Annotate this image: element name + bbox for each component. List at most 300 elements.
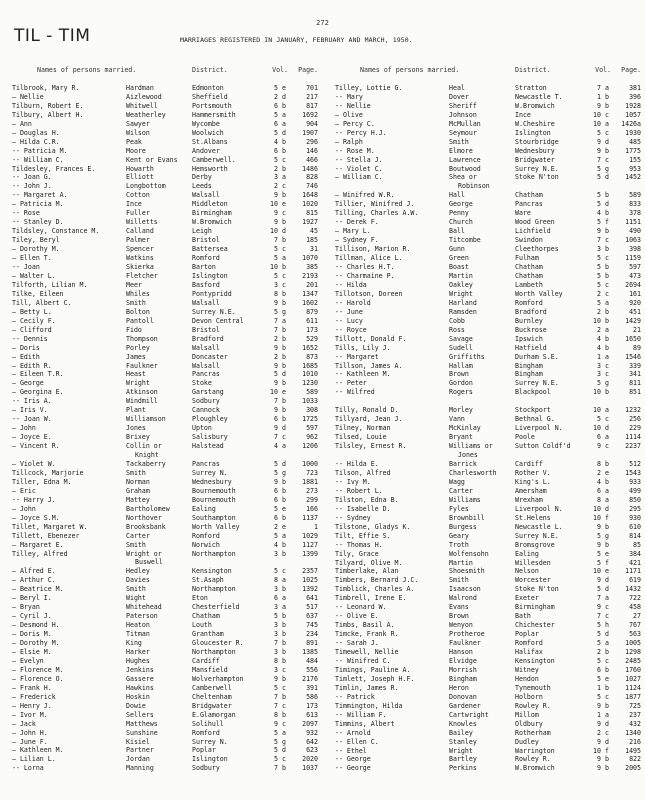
entry-page: 161 bbox=[629, 289, 641, 298]
entry-volume bbox=[587, 755, 615, 764]
entry-volume-letter: d bbox=[605, 737, 609, 746]
entry-district: Bath bbox=[515, 612, 531, 621]
entry-page: 21 bbox=[633, 325, 641, 334]
entry-volume-number: 9 bbox=[274, 191, 278, 200]
entry-name: — Cyril J. bbox=[12, 612, 52, 621]
entry-volume-letter: e bbox=[605, 674, 609, 683]
entry-spouse-surname: Boast bbox=[449, 263, 469, 272]
entry-spouse-surname: Isaacson bbox=[449, 585, 481, 594]
entry-row bbox=[335, 156, 645, 165]
entry-district: E.Glamorgan bbox=[192, 710, 236, 719]
entry-volume bbox=[264, 93, 292, 102]
entry-district: Pancras bbox=[192, 370, 220, 379]
entry-volume-letter: a bbox=[605, 325, 609, 334]
entry-spouse-surname: Hanson bbox=[449, 648, 473, 657]
entry-page: 920 bbox=[629, 298, 641, 307]
entry-name: Tilbrook, Mary R. bbox=[12, 83, 80, 92]
entry-volume bbox=[587, 424, 615, 433]
entry-volume-letter: b bbox=[605, 146, 609, 155]
entry-volume-letter: c bbox=[605, 155, 609, 164]
entry-district: Mansfield bbox=[192, 665, 228, 674]
entry-volume bbox=[587, 379, 615, 388]
entry-spouse-surname: Fletcher bbox=[126, 271, 158, 280]
entry-volume-letter: e bbox=[605, 567, 609, 576]
entry-name: — Joyce S.M. bbox=[12, 513, 60, 522]
entry-volume bbox=[264, 227, 292, 236]
entry-name: Timmins, Albert bbox=[335, 719, 395, 728]
entry-row bbox=[12, 290, 322, 299]
entry-name: -- Winifred C. bbox=[335, 657, 391, 665]
entry-volume-number: 6 bbox=[274, 486, 278, 495]
entry-spouse-surname: Hawkins bbox=[126, 683, 154, 692]
entry-volume-letter: g bbox=[605, 164, 609, 173]
entry-volume-letter: d bbox=[605, 504, 609, 513]
entry-district: Solihull bbox=[192, 719, 224, 728]
entry-row bbox=[12, 693, 322, 702]
entry-spouse-surname: Sawyer bbox=[126, 119, 150, 128]
entry-spouse-surname: Ince bbox=[126, 200, 142, 209]
entry-page: 1652 bbox=[302, 343, 318, 352]
entry-volume-number: 6 bbox=[274, 594, 278, 603]
entry-row bbox=[335, 227, 645, 236]
entry-name: -- George bbox=[335, 755, 371, 764]
entry-name: — Georgina E. bbox=[12, 388, 64, 397]
entry-page: 1206 bbox=[302, 442, 318, 451]
header-vol: Vol. bbox=[595, 66, 611, 74]
entry-name: Tilney, Norman bbox=[335, 424, 391, 433]
entry-volume-letter: b bbox=[282, 146, 286, 155]
entry-volume-letter: b bbox=[282, 289, 286, 298]
entry-name: — Sydney F. bbox=[335, 236, 379, 245]
entry-district: Burnley bbox=[515, 316, 543, 325]
entry-district: W.Bromwich bbox=[515, 101, 555, 110]
entry-row bbox=[335, 344, 645, 353]
entry-volume-number: 4 bbox=[274, 137, 278, 146]
entry-volume-letter: b bbox=[282, 137, 286, 146]
entry-spouse-surname-line2: Robinson bbox=[458, 182, 490, 191]
entry-volume-number: 7 bbox=[274, 692, 278, 701]
entry-page: 308 bbox=[306, 406, 318, 415]
entry-volume-letter: a bbox=[605, 486, 609, 495]
entry-volume-number: 2 bbox=[274, 164, 278, 173]
entry-volume bbox=[264, 666, 292, 675]
entry-district: Bournemouth bbox=[192, 495, 236, 504]
entry-volume bbox=[587, 567, 615, 576]
entry-volume-letter: e bbox=[282, 388, 286, 397]
entry-spouse-surname: Heast bbox=[126, 370, 146, 379]
entry-name: -- Leonard W. bbox=[335, 603, 387, 612]
entry-page: 1877 bbox=[625, 692, 641, 701]
entry-volume-letter: b bbox=[605, 540, 609, 549]
entry-row bbox=[12, 576, 322, 585]
entry-volume bbox=[264, 684, 292, 693]
entry-page: 421 bbox=[629, 558, 641, 567]
entry-volume-letter: b bbox=[282, 549, 286, 558]
entry-district: Birmingham bbox=[515, 603, 555, 612]
entry-volume bbox=[587, 227, 615, 236]
entry-spouse-surname: Smith bbox=[126, 585, 146, 594]
entry-page: 432 bbox=[629, 719, 641, 728]
entry-volume-letter: b bbox=[282, 540, 286, 549]
entry-spouse-surname: Graham bbox=[126, 486, 150, 495]
entry-page: 173 bbox=[306, 701, 318, 710]
entry-row bbox=[335, 353, 645, 362]
entry-row bbox=[12, 173, 322, 182]
entry-spouse-surname: Paterson bbox=[126, 612, 158, 621]
entry-page: 1486 bbox=[302, 164, 318, 173]
entry-row bbox=[12, 379, 322, 388]
entry-volume-number: 5 bbox=[274, 746, 278, 755]
entry-page: 1171 bbox=[625, 567, 641, 576]
entry-volume-letter: a bbox=[605, 495, 609, 504]
entry-name: Tillman, Alice L. bbox=[335, 254, 403, 263]
entry-page: 299 bbox=[306, 495, 318, 504]
entry-volume bbox=[264, 209, 292, 218]
entry-volume bbox=[587, 344, 615, 353]
entry-volume-number: 5 bbox=[597, 621, 601, 630]
entry-district: Rother V. bbox=[515, 468, 551, 477]
entry-spouse-surname: Perkins bbox=[449, 764, 477, 773]
entry-spouse-surname: Sunshine bbox=[126, 728, 158, 737]
entry-volume-letter: b bbox=[605, 92, 609, 101]
entry-volume-number: 2 bbox=[274, 522, 278, 531]
entry-volume-number: 7 bbox=[274, 325, 278, 334]
entry-name: — Frederick bbox=[12, 692, 56, 701]
entry-name: Tills, Lily J. bbox=[335, 343, 391, 352]
entry-volume-letter: c bbox=[282, 755, 286, 764]
entry-row bbox=[12, 424, 322, 433]
entry-spouse-surname: Fuller bbox=[126, 209, 150, 218]
entry-volume bbox=[264, 362, 292, 371]
entry-volume-number: 5 bbox=[274, 83, 278, 92]
entry-district: Doncaster bbox=[192, 352, 228, 361]
entry-name: -- William C. bbox=[12, 155, 64, 164]
entry-volume-letter: b bbox=[605, 209, 609, 218]
entry-district: Romford bbox=[192, 531, 220, 540]
entry-spouse-surname: Geary bbox=[449, 531, 469, 540]
entry-volume-letter: c bbox=[605, 236, 609, 245]
entry-spouse-surname: Wolfensohn bbox=[449, 549, 489, 558]
entry-spouse-surname: Johnson bbox=[449, 110, 477, 119]
entry-district: Stratton bbox=[515, 83, 547, 92]
entry-district: Wednesbury bbox=[192, 477, 232, 486]
entry-volume-number: 2 bbox=[274, 352, 278, 361]
entry-volume bbox=[587, 514, 615, 523]
entry-page: 891 bbox=[306, 639, 318, 648]
entry-page: 611 bbox=[306, 316, 318, 325]
entry-spouse-surname: Pantoll bbox=[126, 316, 154, 325]
entry-volume-letter: b bbox=[282, 639, 286, 648]
entry-volume-letter: b bbox=[282, 352, 286, 361]
entry-page: 166 bbox=[306, 504, 318, 513]
entry-name: Tiller, Edna M. bbox=[12, 477, 72, 486]
entry-district: Halstead bbox=[192, 442, 224, 451]
entry-volume-number: 5 bbox=[274, 370, 278, 379]
entry-district: Poplar bbox=[192, 746, 216, 755]
entry-volume-number: 9 bbox=[597, 227, 601, 236]
entry-name: -- Ellen C. bbox=[335, 737, 379, 746]
entry-page: 2357 bbox=[302, 567, 318, 576]
entry-spouse-surname: Martin bbox=[449, 558, 473, 567]
entry-spouse-surname: Cobb bbox=[449, 316, 465, 325]
entry-row bbox=[12, 254, 322, 263]
entry-row bbox=[12, 711, 322, 720]
entry-page: 273 bbox=[306, 486, 318, 495]
entry-spouse-surname-line2: Jones bbox=[458, 451, 478, 460]
entry-page: 723 bbox=[306, 468, 318, 477]
entry-volume bbox=[264, 567, 292, 576]
entry-spouse-surname: Gunn bbox=[449, 245, 465, 254]
entry-spouse-surname: Evans bbox=[449, 603, 469, 612]
entry-district: St.Asaph bbox=[192, 576, 224, 585]
entry-name: Tilly, Ronald D. bbox=[335, 406, 399, 415]
entry-volume bbox=[587, 93, 615, 102]
entry-district: Bristol bbox=[192, 325, 220, 334]
entry-name: — Ivor M. bbox=[12, 710, 48, 719]
entry-page: 296 bbox=[306, 137, 318, 146]
entry-volume-number: 9 bbox=[597, 764, 601, 773]
entry-volume-letter: a bbox=[605, 352, 609, 361]
entry-row bbox=[12, 182, 322, 191]
entry-district: Durham S.E. bbox=[515, 352, 559, 361]
entry-volume-number: 5 bbox=[597, 200, 601, 209]
entry-name: — Violet W. bbox=[12, 459, 56, 468]
entry-spouse-surname: Faulkner bbox=[449, 639, 481, 648]
entry-volume-number: 10 bbox=[593, 119, 601, 128]
entry-spouse-surname: Hallam bbox=[449, 361, 473, 370]
entry-spouse-surname: Williamson bbox=[126, 415, 166, 424]
entry-district: Surrey N.E. bbox=[515, 379, 559, 388]
entry-volume-letter: b bbox=[605, 101, 609, 110]
entry-volume bbox=[264, 272, 292, 281]
entry-page: 398 bbox=[629, 245, 641, 254]
header-names: Names of persons married. bbox=[37, 66, 137, 74]
entry-volume bbox=[264, 460, 292, 469]
entry-name: -- Iris A. bbox=[12, 397, 52, 406]
entry-name: Timmington, Hilda bbox=[335, 701, 403, 710]
entry-page: 1027 bbox=[625, 674, 641, 683]
entry-volume-letter: c bbox=[605, 728, 609, 737]
entry-row bbox=[335, 764, 645, 773]
entry-volume-number: 7 bbox=[274, 433, 278, 442]
entry-volume bbox=[264, 388, 292, 397]
entry-page: 930 bbox=[629, 513, 641, 522]
entry-page: 391 bbox=[306, 683, 318, 692]
entry-row bbox=[335, 299, 645, 308]
entry-volume bbox=[264, 308, 292, 317]
entry-volume bbox=[587, 729, 615, 738]
entry-volume-letter: c bbox=[282, 155, 286, 164]
entry-district: King's L. bbox=[515, 477, 551, 486]
entry-volume bbox=[264, 514, 292, 523]
entry-volume bbox=[264, 218, 292, 227]
entry-spouse-surname: McKinlay bbox=[449, 424, 481, 433]
entry-volume bbox=[264, 290, 292, 299]
entry-name: -- Thomas H. bbox=[335, 540, 383, 549]
entry-name: Tilke, Eileen bbox=[12, 289, 64, 298]
entry-volume bbox=[587, 532, 615, 541]
entry-volume-letter: g bbox=[605, 379, 609, 388]
entry-row bbox=[335, 362, 645, 371]
entry-name: -- Lorna bbox=[12, 764, 44, 773]
entry-spouse-surname: Porley bbox=[126, 343, 150, 352]
entry-row bbox=[335, 281, 645, 290]
entry-page: 641 bbox=[306, 594, 318, 603]
entry-volume bbox=[587, 102, 615, 111]
entry-volume-letter: a bbox=[605, 710, 609, 719]
entry-volume bbox=[264, 111, 292, 120]
entry-volume-letter: e bbox=[282, 522, 286, 531]
entry-volume bbox=[587, 693, 615, 702]
entry-spouse-surname: Atkinson bbox=[126, 388, 158, 397]
entry-volume-number: 9 bbox=[274, 674, 278, 683]
entry-spouse-surname-line1: Shea or bbox=[449, 173, 477, 182]
entry-name: -- Harry J. bbox=[12, 495, 56, 504]
entry-volume bbox=[264, 746, 292, 755]
entry-volume-number: 9 bbox=[597, 737, 601, 746]
entry-row bbox=[335, 505, 645, 514]
entry-row bbox=[12, 156, 322, 165]
entry-volume-letter: a bbox=[282, 603, 286, 612]
entry-row bbox=[12, 308, 322, 317]
entry-volume bbox=[587, 209, 615, 218]
entry-district: Stourbridge bbox=[515, 137, 559, 146]
entry-volume-number: 10 bbox=[593, 316, 601, 325]
entry-spouse-surname: Davies bbox=[126, 576, 150, 585]
entry-volume-letter: e bbox=[282, 83, 286, 92]
entry-volume-number: 10 bbox=[593, 746, 601, 755]
entry-name: — Henry J. bbox=[12, 701, 52, 710]
entry-name: -- Arnold bbox=[335, 728, 371, 737]
entry-page: 1 bbox=[314, 522, 318, 531]
entry-spouse-surname: Donovan bbox=[449, 692, 477, 701]
entry-district: Blackpool bbox=[515, 388, 551, 397]
entry-volume-number: 5 bbox=[597, 674, 601, 683]
entry-volume-number: 3 bbox=[274, 173, 278, 182]
header-district: District. bbox=[515, 66, 551, 74]
entry-spouse-surname: Smith bbox=[126, 540, 146, 549]
entry-row bbox=[12, 344, 322, 353]
entry-page: 814 bbox=[629, 531, 641, 540]
entry-spouse-surname: Wright bbox=[449, 289, 473, 298]
entry-volume bbox=[264, 299, 292, 308]
entry-row bbox=[12, 281, 322, 290]
entry-district: Birmingham bbox=[192, 209, 232, 218]
entry-district: Hemsworth bbox=[192, 164, 228, 173]
entry-volume-letter: a bbox=[605, 83, 609, 92]
entries-list bbox=[12, 84, 322, 773]
entry-volume-number: 3 bbox=[274, 549, 278, 558]
entry-row bbox=[335, 621, 645, 630]
entry-district: Exeter bbox=[515, 594, 539, 603]
entry-name: Tilforth, Lilian M. bbox=[12, 280, 88, 289]
entry-spouse-surname: Matthews bbox=[126, 719, 158, 728]
entry-district: Camberwell bbox=[192, 683, 232, 692]
entry-name: Tilston, Edna B. bbox=[335, 495, 399, 504]
entry-volume bbox=[587, 469, 615, 478]
entry-page: 1775 bbox=[625, 146, 641, 155]
entry-name: Timbers, Bernard J.C. bbox=[335, 576, 419, 585]
entry-volume bbox=[587, 764, 615, 773]
entry-district: Newcastle T. bbox=[515, 92, 563, 101]
entry-row bbox=[12, 487, 322, 496]
entry-volume-number: 5 bbox=[597, 263, 601, 272]
entry-district: Bristol bbox=[192, 236, 220, 245]
entry-name: — Eric bbox=[12, 486, 36, 495]
entry-spouse-surname: Oakley bbox=[449, 280, 473, 289]
entry-name: — Bryan bbox=[12, 603, 40, 612]
entry-name: — Doris bbox=[12, 343, 40, 352]
entry-page: 1392 bbox=[302, 585, 318, 594]
entry-spouse-surname: Jones bbox=[126, 424, 146, 433]
entry-district: Lambeth bbox=[515, 280, 543, 289]
entry-volume-letter: b bbox=[605, 388, 609, 397]
entry-row bbox=[335, 523, 645, 532]
entry-volume-number: 3 bbox=[274, 630, 278, 639]
entry-row bbox=[335, 559, 645, 568]
entry-volume-letter: a bbox=[605, 298, 609, 307]
entry-volume-number: 10 bbox=[270, 200, 278, 209]
entry-page: 185 bbox=[306, 236, 318, 245]
entry-volume bbox=[587, 147, 615, 156]
entry-district: Chesterfield bbox=[192, 603, 240, 612]
entry-name: -- Lucy bbox=[335, 316, 363, 325]
entry-volume-number: 5 bbox=[274, 531, 278, 540]
entry-spouse-surname: Harland bbox=[449, 298, 477, 307]
entry-volume bbox=[264, 379, 292, 388]
entry-volume-number: 5 bbox=[274, 155, 278, 164]
entry-volume bbox=[264, 612, 292, 621]
entry-page: 597 bbox=[629, 263, 641, 272]
entry-volume-number: 3 bbox=[274, 665, 278, 674]
entry-volume-letter: d bbox=[605, 630, 609, 639]
entry-volume-letter: b bbox=[282, 513, 286, 522]
entry-row bbox=[12, 460, 322, 469]
entry-row bbox=[335, 576, 645, 585]
entry-spouse-surname: Dover bbox=[449, 92, 469, 101]
entry-district: Portsmouth bbox=[192, 101, 232, 110]
entry-row bbox=[12, 729, 322, 738]
entry-district: Grantham bbox=[192, 630, 224, 639]
entry-page: 1033 bbox=[302, 397, 318, 406]
entry-district: Kensington bbox=[192, 567, 232, 576]
entry-volume bbox=[264, 764, 292, 773]
entry-volume-number: 4 bbox=[274, 442, 278, 451]
entry-page: 904 bbox=[306, 119, 318, 128]
entry-volume-letter: a bbox=[282, 316, 286, 325]
entry-name: -- Hilda E. bbox=[335, 460, 379, 469]
entry-spouse-surname: Knowles bbox=[449, 719, 477, 728]
entry-district: Camberwell. bbox=[192, 155, 236, 164]
entry-volume bbox=[264, 326, 292, 335]
entry-volume bbox=[264, 505, 292, 514]
entry-volume-number: 4 bbox=[597, 209, 601, 218]
entry-page: 229 bbox=[629, 424, 641, 433]
entry-district: Surrey N. bbox=[192, 737, 228, 746]
entry-page: 623 bbox=[306, 746, 318, 755]
entry-page: 1385 bbox=[302, 648, 318, 656]
entry-page: 1025 bbox=[302, 576, 318, 585]
entry-volume-number: 8 bbox=[597, 460, 601, 469]
entry-page: 1429 bbox=[625, 316, 641, 325]
entry-name: Tillyard, Jean J. bbox=[335, 415, 403, 424]
entry-district: Kensington bbox=[515, 657, 555, 665]
entry-name: -- George bbox=[335, 764, 371, 773]
entry-spouse-surname: Harker bbox=[126, 648, 150, 656]
entry-district: Islington bbox=[515, 128, 551, 137]
entry-volume-letter: a bbox=[282, 576, 286, 585]
entry-row bbox=[12, 532, 322, 541]
